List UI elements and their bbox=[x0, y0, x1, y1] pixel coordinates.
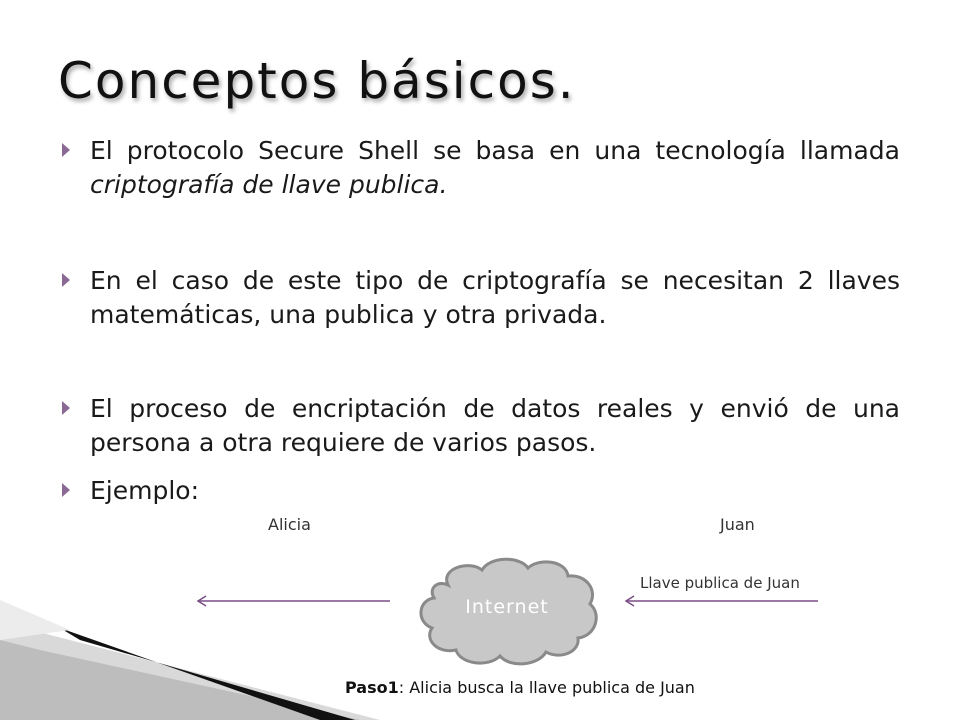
party-label-alicia: Alicia bbox=[268, 515, 311, 534]
page-title: Conceptos básicos. bbox=[58, 52, 576, 110]
bullet-item bbox=[62, 264, 900, 332]
bullet-arrow-icon bbox=[62, 483, 70, 497]
bullet-arrow-icon bbox=[62, 401, 70, 415]
bullet-text: El proceso de encriptación de datos reales y envió de una persona a otra requiere de varios pasos. bbox=[90, 394, 900, 457]
bullet-text: En el caso de este tipo de criptografía se necesitan 2 llaves matemáticas, una publica y otra privada. bbox=[90, 266, 900, 329]
bullet-text: Ejemplo: bbox=[90, 476, 200, 505]
party-label-juan: Juan bbox=[720, 515, 755, 534]
bullet-text-emphasis: criptografía de llave publica. bbox=[90, 170, 448, 199]
bullet-arrow-icon bbox=[62, 273, 70, 287]
bullet-item bbox=[62, 134, 900, 202]
step-caption-bold: Paso1 bbox=[345, 678, 399, 697]
bullet-arrow-icon bbox=[62, 143, 70, 157]
bullet-item bbox=[62, 392, 900, 460]
step-caption bbox=[345, 678, 695, 697]
bullet-item bbox=[62, 474, 900, 508]
arrow-label: Llave publica de Juan bbox=[640, 574, 800, 592]
cloud-label: Internet bbox=[465, 596, 549, 618]
bullet-text bbox=[90, 134, 900, 202]
bullet-text-plain: El protocolo Secure Shell se basa en una tecnología llamada bbox=[90, 136, 900, 165]
step-caption-text: : Alicia busca la llave publica de Juan bbox=[398, 678, 695, 697]
decorative-wedge-shade bbox=[0, 600, 70, 640]
